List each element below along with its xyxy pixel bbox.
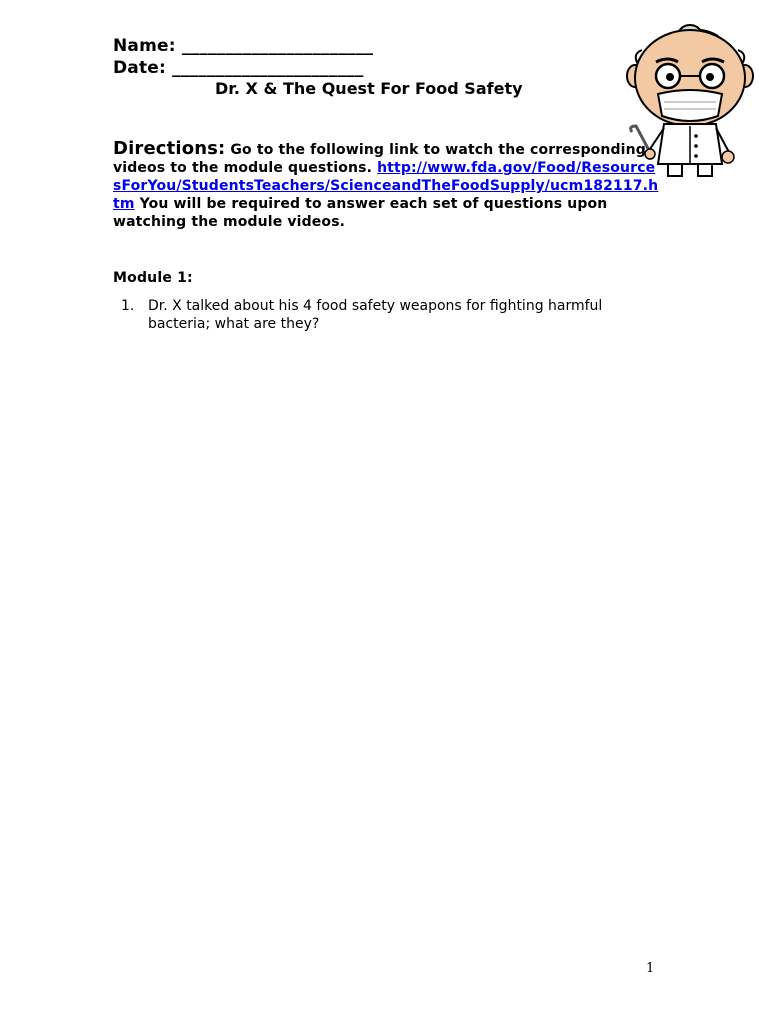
date-field-label: Date: ______________________ <box>113 58 364 78</box>
page-number: 1 <box>646 961 655 976</box>
directions-paragraph <box>113 140 663 231</box>
directions-intro: Go to the following link to watch the corresponding videos to the module questions. <box>113 142 646 176</box>
directions-instructions: You will be required to answer each set of questions upon watching the module videos. <box>113 196 608 230</box>
directions-heading: Directions: <box>113 138 226 159</box>
module-1-heading: Module 1: <box>113 270 193 286</box>
page-title: Dr. X & The Quest For Food Safety <box>215 79 523 98</box>
question-text: Dr. X talked about his 4 food safety weapons for fighting harmful bacteria; what are they? <box>148 298 603 332</box>
question-item <box>121 297 661 333</box>
name-field-label: Name: ______________________ <box>113 36 374 56</box>
question-number: 1. <box>121 298 135 314</box>
video-link[interactable]: http://www.fda.gov/Food/ResourcesForYou/StudentsTeachers/ScienceandTheFoodSupply/ucm182117.htm <box>113 160 659 212</box>
